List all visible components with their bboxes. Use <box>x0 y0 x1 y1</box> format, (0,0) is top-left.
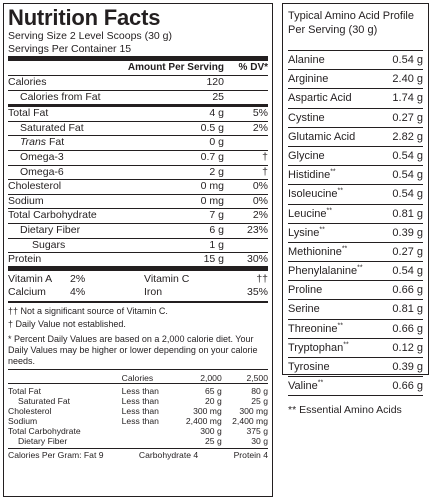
dv-table-cell: Sodium <box>8 415 38 426</box>
amino-acid-value: 0.66 g <box>392 284 423 297</box>
amino-acid-name <box>288 224 375 242</box>
footnote-vitamin-c: †† Not a significant source of Vitamin C. <box>8 305 168 316</box>
dv-table-cell: 25 g <box>205 435 222 446</box>
amino-acid-row <box>288 166 423 185</box>
dv-table-cell: 300 mg <box>193 405 222 416</box>
amino-acid-value: 2.82 g <box>392 130 423 143</box>
amino-acid-label: Histidine <box>288 169 331 182</box>
amino-title-line2: Per Serving (30 g) <box>288 24 378 36</box>
essential-marker: ** <box>317 379 324 387</box>
dv-table-cell: 30 g <box>251 435 268 446</box>
dv-table-cell: Saturated Fat <box>18 395 71 406</box>
nutrition-title: Nutrition Facts <box>8 5 161 30</box>
dv-table-cell: Cholesterol <box>8 405 52 416</box>
nutrient-amount: 0.7 g <box>200 150 224 163</box>
nutrient-name: Total Carbohydrate <box>8 209 97 222</box>
nutrient-amount: 0 mg <box>200 180 224 193</box>
nutrient-dv: † <box>262 150 268 163</box>
amino-acid-row <box>288 109 423 128</box>
amino-acid-label: Valine <box>288 380 318 393</box>
nutrient-name: Sodium <box>8 194 44 207</box>
essential-marker: ** <box>326 206 332 214</box>
essential-marker: ** <box>337 321 343 329</box>
dv-table-cell: Less than <box>121 405 159 416</box>
vitamin-row <box>8 273 268 286</box>
nutrient-name: Total Fat <box>8 107 49 120</box>
vitamin-dv: 4% <box>70 285 86 298</box>
nutrient-name: Omega-3 <box>20 150 64 163</box>
dv-table-cell: 300 mg <box>239 405 268 416</box>
nutrient-row <box>8 122 268 137</box>
dv-table-cell: Less than <box>121 415 159 426</box>
dv-table-cell: Total Fat <box>8 385 41 396</box>
nutrition-facts-panel <box>3 3 273 497</box>
dv-table-row <box>8 426 268 436</box>
nutrient-label <box>8 166 154 180</box>
amino-acid-row <box>288 300 423 319</box>
amino-acid-row <box>288 205 423 224</box>
dv-table-header-cell: 2,000 <box>200 372 222 383</box>
dv-table-row <box>8 386 268 396</box>
amino-acid-name <box>288 377 375 395</box>
amino-acid-value: 0.54 g <box>392 188 423 201</box>
dv-table-cell: 25 g <box>251 395 268 406</box>
dv-table-cell: Dietary Fiber <box>18 435 68 446</box>
nutrient-dv: 2% <box>252 121 268 134</box>
cal-per-gram-fat: Calories Per Gram: Fat 9 <box>8 449 104 460</box>
nutrient-amount: 0.5 g <box>200 121 224 134</box>
amino-acid-name <box>288 147 375 165</box>
amino-acid-name <box>288 339 375 357</box>
nutrient-name: Cholesterol <box>8 180 62 193</box>
nutrient-amount: 2 g <box>209 165 224 178</box>
dv-table-cell: 300 g <box>200 425 222 436</box>
amino-acid-row <box>288 128 423 147</box>
amino-acid-label: Arginine <box>288 73 329 86</box>
amino-acid-row <box>288 262 423 281</box>
nutrient-rows <box>8 107 268 267</box>
essential-marker: ** <box>341 245 348 253</box>
amino-footnote: ** Essential Amino Acids <box>288 404 402 417</box>
amino-acid-label: Lysine <box>288 226 320 239</box>
amino-acid-name <box>288 109 375 127</box>
amino-acid-row <box>288 281 423 300</box>
amino-acid-name <box>288 320 375 338</box>
calories-fat-value: 25 <box>212 90 224 103</box>
amino-acid-row <box>288 358 423 377</box>
vitamin-dv: †† <box>256 272 268 285</box>
dv-table-cell: Total Carbohydrate <box>8 425 81 436</box>
nutrient-row <box>8 151 268 166</box>
amino-acid-name <box>288 70 375 88</box>
amino-acid-value: 0.27 g <box>392 245 423 258</box>
calories-row <box>8 76 268 91</box>
nutrient-label <box>8 122 154 136</box>
amino-acid-value: 0.27 g <box>392 111 423 124</box>
essential-marker: ** <box>319 226 325 234</box>
servings-per-container: Servings Per Container 15 <box>8 43 132 55</box>
vitamin-dv: 35% <box>246 285 268 298</box>
amino-acid-label: Leucine <box>288 207 327 220</box>
nutrient-label <box>8 151 154 165</box>
amino-acid-row <box>288 339 423 358</box>
dv-table-row <box>8 396 268 406</box>
nutrient-amount: 1 g <box>209 238 224 251</box>
amino-acid-value: 0.54 g <box>392 265 423 278</box>
amino-acid-row <box>288 185 423 204</box>
amino-acid-value: 0.54 g <box>392 149 423 162</box>
amino-acid-value: 0.54 g <box>392 169 423 182</box>
amino-acid-label: Methionine <box>288 245 342 258</box>
nutrient-name: Protein <box>8 253 42 266</box>
essential-marker: ** <box>337 187 343 195</box>
amino-acid-name <box>288 205 375 223</box>
nutrient-dv: 5% <box>252 107 268 120</box>
dv-table-header-cell: 2,500 <box>246 372 268 383</box>
nutrient-amount: 15 g <box>203 253 224 266</box>
vitamin-name: Vitamin A <box>8 272 53 285</box>
nutrient-label <box>8 209 154 223</box>
nutrient-label <box>8 180 154 194</box>
nutrient-label <box>8 253 154 267</box>
dv-table-cell: Less than <box>121 395 159 406</box>
dv-table-cell: Less than <box>121 385 159 396</box>
amino-acid-value: 0.39 g <box>392 361 423 373</box>
amino-acid-label: Isoleucine <box>288 188 338 201</box>
amino-acid-row <box>288 224 423 243</box>
amino-acid-label: Tryptophan <box>288 341 344 354</box>
amino-acid-value: 0.54 g <box>392 54 423 66</box>
column-header <box>8 61 268 75</box>
dv-table-cell <box>102 436 176 446</box>
amino-acid-label: Alanine <box>288 54 325 66</box>
calories-fat-label: Calories from Fat <box>20 90 101 103</box>
amino-acid-row <box>288 89 423 108</box>
nutrient-amount: 6 g <box>209 223 224 236</box>
nutrient-label <box>8 107 154 121</box>
cal-per-gram-protein: Protein 4 <box>233 449 268 460</box>
dv-table-row <box>8 436 268 446</box>
nutrient-row <box>8 195 268 210</box>
nutrient-name: Sugars <box>32 238 66 251</box>
vitamin-dv: 2% <box>70 272 86 285</box>
amino-acid-value: 0.81 g <box>392 207 423 220</box>
amino-acid-row <box>288 147 423 166</box>
amino-acid-label: Tyrosine <box>288 361 330 373</box>
nutrient-name: Saturated Fat <box>20 121 84 134</box>
vitamin-name: Iron <box>144 285 163 298</box>
serving-size: Serving Size 2 Level Scoops (30 g) <box>8 30 173 42</box>
nutrient-name: Omega-6 <box>20 165 64 178</box>
amino-acid-name <box>288 166 375 184</box>
amount-per-serving-header: Amount Per Serving <box>127 62 224 73</box>
nutrient-amount: 0 g <box>209 136 224 149</box>
amino-acid-row <box>288 243 423 262</box>
nutrient-amount: 7 g <box>209 209 224 222</box>
nutrient-row <box>8 166 268 181</box>
amino-acid-label: Phenylalanine <box>288 265 358 278</box>
amino-acid-label: Proline <box>288 284 323 297</box>
dv-table-row <box>8 416 268 426</box>
amino-title-line1: Typical Amino Acid Profile <box>288 10 414 22</box>
nutrient-dv: 23% <box>246 223 268 236</box>
amino-acid-name <box>288 89 375 107</box>
dv-table-cell: 375 g <box>246 425 268 436</box>
amino-acid-label: Cystine <box>288 111 325 124</box>
amino-acid-label: Glycine <box>288 149 325 162</box>
dv-table-cell: 2,400 mg <box>185 415 222 426</box>
nutrient-row <box>8 136 268 151</box>
amino-acid-label: Threonine <box>288 322 338 335</box>
nutrient-dv: 0% <box>252 180 268 193</box>
vitamin-row <box>8 286 268 299</box>
vitamin-name: Vitamin C <box>144 272 190 285</box>
nutrient-amount: 0 mg <box>200 194 224 207</box>
nutrient-dv: 0% <box>252 194 268 207</box>
amino-acid-name <box>288 185 375 203</box>
nutrient-dv: 30% <box>246 253 268 266</box>
dv-table-header-cell <box>8 373 102 384</box>
daily-value-table <box>8 373 268 446</box>
nutrient-row <box>8 180 268 195</box>
dv-table-cell <box>102 426 176 436</box>
amino-acid-label: Serine <box>288 303 320 316</box>
nutrient-label <box>8 239 154 253</box>
amino-acid-name <box>288 51 375 69</box>
amino-acid-value: 2.40 g <box>392 73 423 86</box>
essential-marker: ** <box>343 341 349 349</box>
nutrient-name: Trans <box>20 136 47 149</box>
amino-acid-name <box>288 262 375 280</box>
dv-table-cell: 65 g <box>205 385 222 396</box>
amino-acid-value: 0.66 g <box>392 322 423 335</box>
cal-per-gram-carb: Carbohydrate 4 <box>138 449 199 460</box>
nutrient-dv: 2% <box>252 209 268 222</box>
dv-table-header <box>8 373 268 384</box>
nutrient-label <box>8 195 154 209</box>
amino-acid-label: Glutamic Acid <box>288 130 356 143</box>
nutrient-row <box>8 224 268 239</box>
nutrient-row <box>8 239 268 254</box>
nutrient-name: Dietary Fiber <box>20 223 81 236</box>
essential-marker: ** <box>357 264 363 272</box>
nutrient-name-suffix: Fat <box>46 136 65 149</box>
amino-acid-name <box>288 243 375 261</box>
dv-table-header-cell: Calories <box>121 372 154 383</box>
calories-fat-row <box>8 91 268 108</box>
amino-acid-row <box>288 50 423 70</box>
amino-acid-row <box>288 377 423 396</box>
amino-acid-name <box>288 128 375 146</box>
amino-acid-panel <box>282 3 429 417</box>
nutrient-label <box>8 224 154 238</box>
divider <box>8 301 268 303</box>
amino-acid-value: 0.12 g <box>392 341 423 354</box>
nutrient-row <box>8 209 268 224</box>
calories-per-gram <box>8 449 268 461</box>
amino-acid-list <box>288 50 423 396</box>
calories-value: 120 <box>206 76 224 88</box>
amino-acid-name <box>288 300 375 318</box>
dv-table-row <box>8 406 268 416</box>
divider <box>8 369 268 370</box>
footnote-percent-dv: * Percent Daily Values are based on a 2,000 calorie diet. Your Daily Values may be higher or lower depending on your calorie needs. <box>8 333 258 366</box>
nutrient-dv: † <box>262 165 268 178</box>
amino-acid-value: 0.39 g <box>392 226 423 239</box>
footnote-dv-not-established: † Daily Value not established. <box>8 318 126 329</box>
nutrient-row <box>8 253 268 267</box>
dv-table-cell: 2,400 mg <box>232 415 268 426</box>
vitamin-name: Calcium <box>8 285 46 298</box>
calories-label: Calories <box>8 76 47 88</box>
amino-acid-label: Aspartic Acid <box>288 92 352 105</box>
amino-acid-name <box>288 281 375 299</box>
amino-acid-row <box>288 320 423 339</box>
vitamin-rows <box>8 273 268 299</box>
nutrient-amount: 4 g <box>209 107 224 120</box>
amino-acid-name <box>288 358 375 376</box>
nutrient-label <box>8 136 154 150</box>
amino-acid-value: 0.81 g <box>392 303 423 316</box>
nutrient-row <box>8 107 268 122</box>
amino-acid-value: 0.66 g <box>392 380 423 393</box>
dv-table-cell: 20 g <box>205 395 222 406</box>
amino-acid-value: 1.74 g <box>392 92 423 105</box>
footnotes <box>8 306 268 367</box>
dv-table-cell: 80 g <box>251 385 268 396</box>
amino-acid-row <box>288 70 423 89</box>
essential-marker: ** <box>330 168 336 176</box>
dv-header: % DV* <box>238 62 268 73</box>
